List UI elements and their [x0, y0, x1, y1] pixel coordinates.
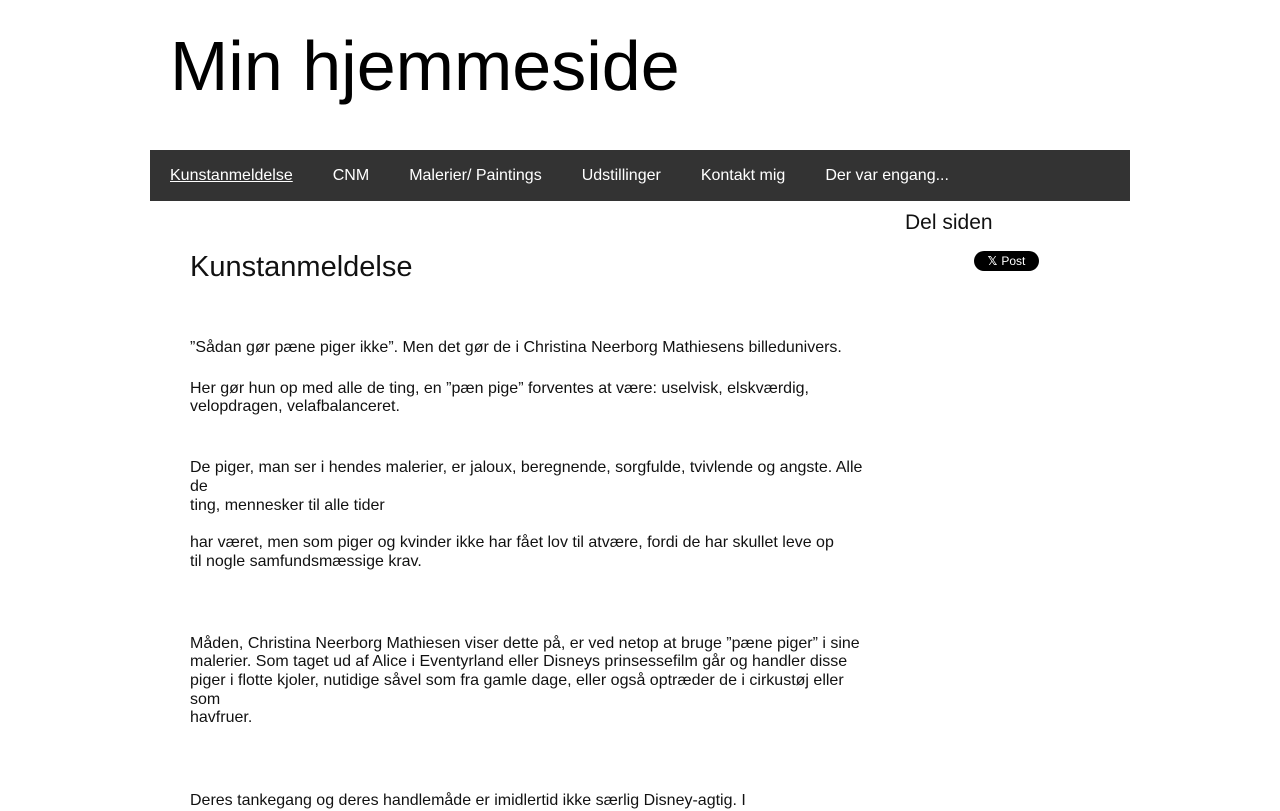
x-logo-icon: 𝕏 [987, 254, 998, 268]
paragraph-line: havfruer. [190, 709, 253, 727]
paragraph-line: malerier. Som taget ud af Alice i Eventyrland eller Disneys prinsessefilm går og handler disse [190, 653, 848, 671]
paragraph-line: piger i flotte kjoler, nutidige såvel som fra gamle dage, eller også optræder de i cirkustøj eller som [190, 672, 844, 708]
site-header [150, 0, 1130, 150]
nav-item-malerier[interactable]: Malerier/ Paintings [409, 166, 542, 184]
nav-item-der-var-engang[interactable]: Der var engang... [825, 166, 949, 184]
article-body [190, 339, 875, 811]
share-title: Del siden [905, 211, 993, 234]
paragraph-line: velopdragen, velafbalanceret. [190, 398, 400, 416]
nav-item-kontakt[interactable]: Kontakt mig [700, 166, 786, 184]
main-nav [150, 150, 1130, 201]
sidebar [905, 201, 1130, 268]
paragraph-line: ting, mennesker til alle tider [190, 496, 385, 514]
site-title[interactable]: Min hjemmeside [170, 27, 680, 105]
nav-item-udstillinger[interactable]: Udstillinger [581, 166, 661, 184]
x-post-button[interactable] [974, 251, 1039, 271]
paragraph-line: til nogle samfundsmæssige krav. [190, 552, 422, 570]
main-content [190, 201, 875, 811]
paragraph: De piger, man ser i hendes malerier, er jaloux, beregnende, sorgfulde, tvivlende og angste. Alle de [190, 459, 863, 495]
paragraph: ”Sådan gør pæne piger ikke”. Men det gør de i Christina Neerborg Mathiesens billedunivers. [190, 339, 842, 356]
paragraph: Her gør hun op med alle de ting, en ”pæn pige” forventes at være: uselvisk, elskværdig, [190, 379, 809, 397]
paragraph: Måden, Christina Neerborg Mathiesen viser dette på, er ved netop at bruge ”pæne piger” i sine [190, 634, 860, 652]
article-title: Kunstanmeldelse [190, 251, 413, 283]
paragraph: har været, men som piger og kvinder ikke har fået lov til atvære, fordi de har skullet leve op [190, 534, 834, 552]
nav-item-kunstanmeldelse[interactable]: Kunstanmeldelse [170, 166, 293, 184]
x-post-label: Post [1001, 254, 1026, 268]
paragraph: Deres tankegang og deres handlemåde er imidlertid ikke særlig Disney-agtig. I [190, 792, 746, 810]
nav-item-cnm[interactable]: CNM [332, 166, 370, 184]
